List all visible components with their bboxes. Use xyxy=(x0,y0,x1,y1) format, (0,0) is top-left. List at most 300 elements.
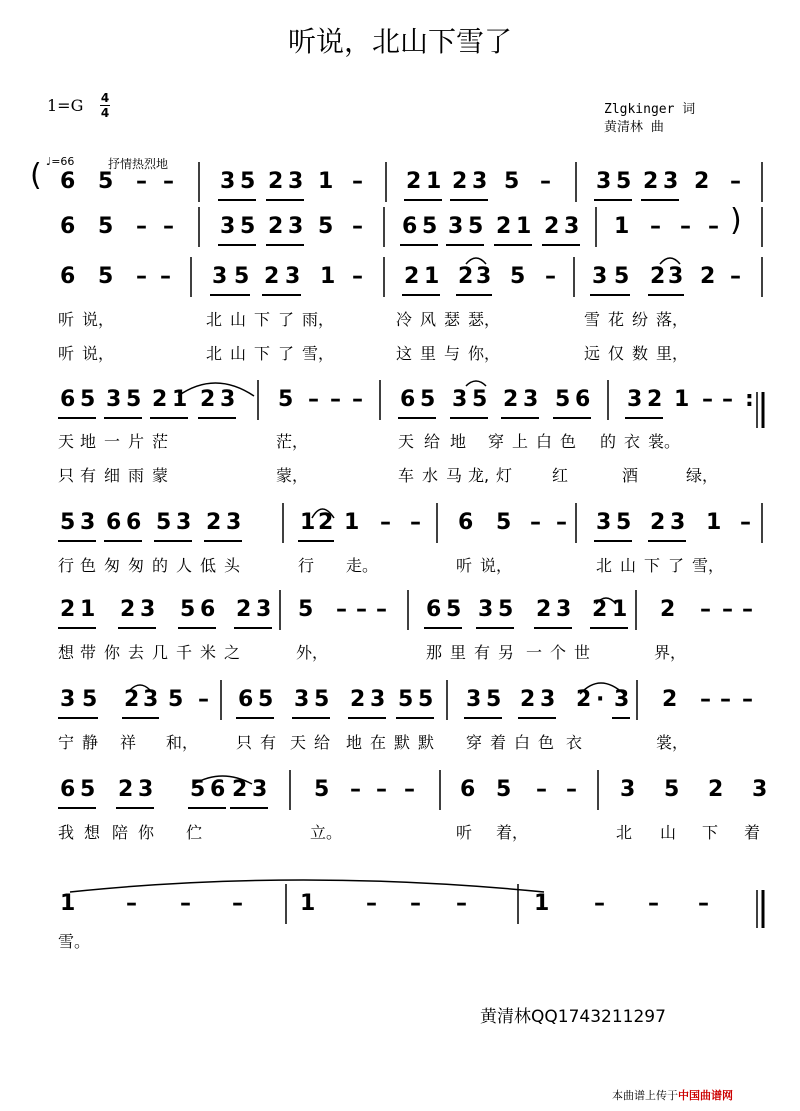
note-token: 5 xyxy=(80,387,96,412)
lyric-syllable: 走。 xyxy=(346,556,379,575)
lyric-syllable: 下 xyxy=(644,556,661,575)
note-token: 3 xyxy=(252,777,268,802)
note-token: 3 xyxy=(285,264,301,289)
lyric-syllable: 山 xyxy=(230,310,247,329)
note-token: 6 xyxy=(60,264,76,289)
lyric-syllable: 你， xyxy=(468,344,501,363)
note-token: 2 xyxy=(60,597,76,622)
note-token: 3 xyxy=(370,687,386,712)
song-title: 听说，北山下雪了 xyxy=(287,25,512,58)
note-token: 5 xyxy=(616,169,632,194)
note-token: 5 xyxy=(398,687,414,712)
lyric-syllable: 北 xyxy=(206,310,223,329)
note-token: – xyxy=(650,214,661,239)
lyric-syllable: 说， xyxy=(82,310,115,329)
lyric-syllable: 去 xyxy=(128,643,145,662)
lyric-syllable: 个 xyxy=(550,643,567,662)
note-token: 1 xyxy=(344,510,360,535)
note-token: 6 xyxy=(400,387,416,412)
note-token: – xyxy=(536,777,547,802)
note-token: 2 xyxy=(406,169,422,194)
key-signature: 1=G xyxy=(47,96,84,115)
slurs xyxy=(70,258,680,892)
lyric-syllable: 穿 xyxy=(466,733,483,752)
lyric-syllable: 着， xyxy=(496,823,529,842)
lyric-syllable: 色 xyxy=(560,432,577,451)
note-token: 1 xyxy=(60,891,76,916)
note-token: 6 xyxy=(126,510,142,535)
note-token: 5 xyxy=(446,597,462,622)
lyric-syllable: 茫 xyxy=(152,432,169,451)
note-token: 5 xyxy=(468,214,484,239)
note-token: – xyxy=(456,891,467,916)
note-token: 3 xyxy=(138,777,154,802)
lyric-syllable: 祥 xyxy=(120,733,137,752)
note-token: – xyxy=(730,264,741,289)
note-token: 2 xyxy=(650,510,666,535)
note-token: – xyxy=(410,510,421,535)
lyricist-credit: Zlgkinger 词 xyxy=(604,102,696,117)
time-signature-denominator: 4 xyxy=(100,106,110,120)
note-token: 5 xyxy=(298,597,314,622)
lyric-syllable: 我 xyxy=(58,823,75,842)
note-token: – xyxy=(356,597,367,622)
note-token: 5 xyxy=(234,264,250,289)
note-token: – xyxy=(352,264,363,289)
lyric-syllable: 马 xyxy=(446,466,463,485)
lyric-syllable: 几 xyxy=(152,643,169,662)
lyric-syllable: 酒 xyxy=(622,466,639,485)
note-token: 1 xyxy=(674,387,690,412)
lyric-syllable: 天 xyxy=(290,733,307,752)
lyric-syllable: 雪 xyxy=(584,310,601,329)
note-token: 6 xyxy=(460,777,476,802)
note-token: – xyxy=(410,891,421,916)
lyric-syllable: 宁 xyxy=(58,733,75,752)
lyric-syllable: 想 xyxy=(84,823,101,842)
lyric-syllable: 色 xyxy=(80,556,97,575)
note-token: ( xyxy=(30,158,42,193)
lyric-syllable: 雪。 xyxy=(58,932,91,951)
note-token: – xyxy=(722,387,733,412)
note-token: 3 xyxy=(523,387,539,412)
note-token: – xyxy=(126,891,137,916)
lyric-syllable: 绿， xyxy=(686,466,719,485)
lyric-syllable: 瑟 xyxy=(444,310,461,329)
note-token: 5 xyxy=(258,687,274,712)
note-token: 2 xyxy=(232,777,248,802)
note-token: 2 xyxy=(452,169,468,194)
note-token: 6 xyxy=(60,169,76,194)
note-token: 5 xyxy=(418,687,434,712)
note-token: 5 xyxy=(664,777,680,802)
note-token: 3 xyxy=(288,169,304,194)
note-token: – xyxy=(380,510,391,535)
note-token: 2 xyxy=(206,510,222,535)
lyric-syllable: 世 xyxy=(574,643,591,662)
lyric-syllable: 听 xyxy=(456,556,473,575)
note-token: 2 xyxy=(268,214,284,239)
note-token: 5 xyxy=(314,777,330,802)
note-token: – xyxy=(336,597,347,622)
lyric-syllable: 山 xyxy=(230,344,247,363)
lyric-syllable: 有 xyxy=(260,733,277,752)
note-token: 5 xyxy=(616,510,632,535)
lyric-syllable: 风 xyxy=(420,310,437,329)
lyric-syllable: 下 xyxy=(254,310,271,329)
note-token: – xyxy=(648,891,659,916)
lyric-syllable: 下 xyxy=(702,823,719,842)
note-token: 3 xyxy=(663,169,679,194)
note-token: – xyxy=(136,214,147,239)
lyric-syllable: 匆 xyxy=(104,556,121,575)
note-token: 2 xyxy=(503,387,519,412)
lyric-syllable: 的 xyxy=(152,556,169,575)
note-token: 3 xyxy=(452,387,468,412)
note-token: – xyxy=(180,891,191,916)
note-token: 3 xyxy=(596,169,612,194)
note-token: 5 xyxy=(314,687,330,712)
note-token: 2 xyxy=(350,687,366,712)
note-token: 6 xyxy=(60,214,76,239)
lyric-syllable: 蒙， xyxy=(276,466,309,485)
note-token: – xyxy=(198,687,209,712)
underlines xyxy=(58,200,689,808)
note-token: 5 xyxy=(190,777,206,802)
note-token: 1 xyxy=(318,169,334,194)
note-token: 1 xyxy=(612,597,628,622)
note-token: 5 xyxy=(422,214,438,239)
note-token: – xyxy=(722,597,733,622)
lyric-syllable: 山 xyxy=(660,823,677,842)
lyric-syllable: 数 xyxy=(632,344,649,363)
note-token: 2 xyxy=(268,169,284,194)
lyric-syllable: 里 xyxy=(450,643,467,662)
note-token: 3 xyxy=(220,169,236,194)
note-token: 5 xyxy=(496,510,512,535)
lyric-syllable: 一 xyxy=(526,643,543,662)
note-token: 2 xyxy=(200,387,216,412)
footer-credit xyxy=(612,1087,733,1103)
note-token: 6 xyxy=(402,214,418,239)
composer-credit: 黄清林 曲 xyxy=(604,120,664,135)
lyric-syllable: 片 xyxy=(128,432,145,451)
lyric-syllable: 裳。 xyxy=(648,432,681,451)
note-token: – xyxy=(700,597,711,622)
note-token: 2 xyxy=(318,510,334,535)
note-token: 3 xyxy=(592,264,608,289)
lyric-syllable: 陪 xyxy=(112,823,129,842)
note-token: – xyxy=(680,214,691,239)
lyric-syllable: 山 xyxy=(620,556,637,575)
lyric-syllable: 了 xyxy=(668,556,685,575)
note-token: 2 xyxy=(236,597,252,622)
note-token: 5 xyxy=(180,597,196,622)
lyric-syllable: 白 xyxy=(514,733,531,752)
lyric-syllable: 你 xyxy=(138,823,155,842)
note-token: – xyxy=(163,169,174,194)
lyric-syllable: 里， xyxy=(656,344,689,363)
lyric-syllable: 那 xyxy=(426,643,443,662)
note-token: – xyxy=(700,687,711,712)
note-token: 5 xyxy=(614,264,630,289)
note-token: 5 xyxy=(80,777,96,802)
note-token: 5 xyxy=(240,169,256,194)
lyric-syllable: 了 xyxy=(278,344,295,363)
note-token: 3 xyxy=(752,777,768,802)
note-token: – xyxy=(545,264,556,289)
note-token: 2 xyxy=(650,264,666,289)
footer-prefix: 本曲谱上传于 xyxy=(612,1089,678,1102)
lyric-syllable: 听 xyxy=(58,344,75,363)
note-token: 6 xyxy=(210,777,226,802)
note-token: ) xyxy=(730,203,742,238)
lyric-syllable: 说， xyxy=(82,344,115,363)
note-token: 3 xyxy=(143,687,159,712)
lyric-syllable: 衣 xyxy=(566,733,583,752)
note-token: – xyxy=(376,777,387,802)
lyric-syllable: 低 xyxy=(200,556,217,575)
note-token: 2 xyxy=(536,597,552,622)
note-token: 2 xyxy=(496,214,512,239)
note-token: 3 xyxy=(212,264,228,289)
note-token: 5 xyxy=(156,510,172,535)
lyric-syllable: 裳， xyxy=(656,733,689,752)
lyric-syllable: 纷 xyxy=(632,310,649,329)
note-token: – xyxy=(352,169,363,194)
note-token: – xyxy=(404,777,415,802)
note-token: 5 xyxy=(82,687,98,712)
lyric-syllable: 外， xyxy=(296,643,329,662)
note-token: 3 xyxy=(564,214,580,239)
lyric-syllable: 另 xyxy=(498,643,515,662)
note-token: – xyxy=(308,387,319,412)
lyric-syllable: 米 xyxy=(200,643,217,662)
note-token: 1 xyxy=(80,597,96,622)
note-token: 5 xyxy=(472,387,488,412)
note-token: 2 xyxy=(708,777,724,802)
lyric-syllable: 天 xyxy=(398,432,415,451)
lyric-syllable: 默 xyxy=(418,733,435,752)
note-token: 1 xyxy=(516,214,532,239)
lyric-syllable: 伫 xyxy=(186,823,203,842)
note-token: 1 xyxy=(426,169,442,194)
lyric-syllable: 里 xyxy=(420,344,437,363)
note-token: 3 xyxy=(556,597,572,622)
lyric-syllable: 地 xyxy=(80,432,97,451)
note-token: – xyxy=(232,891,243,916)
lyric-syllable: 行 xyxy=(58,556,75,575)
note-token: 1 xyxy=(614,214,630,239)
note-token: 2 xyxy=(404,264,420,289)
note-token: 3 xyxy=(60,687,76,712)
lyric-syllable: 衣 xyxy=(624,432,641,451)
note-token: 6 xyxy=(426,597,442,622)
lyric-syllable: 匆 xyxy=(128,556,145,575)
note-token: 3 xyxy=(106,387,122,412)
note-token: – xyxy=(376,597,387,622)
note-token: 3 xyxy=(220,214,236,239)
note-token: 6 xyxy=(458,510,474,535)
note-token: – xyxy=(556,510,567,535)
lyric-syllable: 在 xyxy=(370,733,387,752)
lyric-syllable: 车 xyxy=(398,466,415,485)
arranger-signature: 黄清林QQ1743211297 xyxy=(480,1007,666,1027)
lyric-syllable: 行 xyxy=(298,556,315,575)
note-token: 1 xyxy=(300,891,316,916)
lyric-syllable: 千 xyxy=(176,643,193,662)
note-token: 3 xyxy=(614,687,630,712)
lyric-syllable: 听 xyxy=(456,823,473,842)
lyric-syllable: 穿 xyxy=(488,432,505,451)
expression-marking: 抒情热烈地 xyxy=(108,157,169,171)
note-token: – xyxy=(740,510,751,535)
lyric-syllable: 地 xyxy=(450,432,467,451)
note-token: 2 xyxy=(694,169,710,194)
lyric-syllable: 着 xyxy=(490,733,507,752)
lyric-syllable: 说， xyxy=(480,556,513,575)
lyric-syllable: 界， xyxy=(654,643,687,662)
lyric-syllable: 立。 xyxy=(310,823,343,842)
note-token: – xyxy=(160,264,171,289)
lyric-syllable: 雪， xyxy=(692,556,725,575)
note-token: 2 xyxy=(647,387,663,412)
note-token: 6 xyxy=(200,597,216,622)
note-token: – xyxy=(698,891,709,916)
note-token: – xyxy=(330,387,341,412)
lyric-syllable: 雪， xyxy=(302,344,335,363)
note-token: 5 xyxy=(126,387,142,412)
note-token: 5 xyxy=(555,387,571,412)
note-token: 1 xyxy=(320,264,336,289)
note-token: 1 xyxy=(172,387,188,412)
lyric-syllable: 远 xyxy=(584,344,601,363)
note-token: 3 xyxy=(596,510,612,535)
lyric-syllable: 灯 xyxy=(496,466,513,485)
lyric-syllable: 落， xyxy=(656,310,689,329)
lyric-syllable: 上 xyxy=(512,432,529,451)
lyric-syllable: 有 xyxy=(80,466,97,485)
lyric-syllable: 花 xyxy=(608,310,625,329)
double-barlines xyxy=(757,392,763,928)
lyric-syllable: 听 xyxy=(58,310,75,329)
lyric-syllable: 想 xyxy=(58,643,75,662)
note-token: – xyxy=(708,214,719,239)
lyric-syllable: 细 xyxy=(104,466,121,485)
note-token: 3 xyxy=(80,510,96,535)
note-token: 2 xyxy=(458,264,474,289)
lyric-syllable: 的 xyxy=(600,432,617,451)
lyric-syllable: 默 xyxy=(394,733,411,752)
tempo-marking: ♩=66 xyxy=(46,155,75,168)
note-token: 2 xyxy=(152,387,168,412)
note-token: 6 xyxy=(60,387,76,412)
note-token: 6 xyxy=(60,777,76,802)
time-signature-numerator: 4 xyxy=(100,91,110,105)
lyric-syllable: 北 xyxy=(206,344,223,363)
note-token: 5 xyxy=(278,387,294,412)
note-token: 5 xyxy=(420,387,436,412)
note-token: 5 xyxy=(486,687,502,712)
note-token: 5 xyxy=(98,169,114,194)
note-token: 5 xyxy=(240,214,256,239)
lyric-syllable: 着 xyxy=(744,823,761,842)
note-token: 3 xyxy=(620,777,636,802)
note-token: – xyxy=(730,169,741,194)
lyric-syllable: 下 xyxy=(254,344,271,363)
note-token: 5 xyxy=(496,777,512,802)
note-token: 2 xyxy=(120,597,136,622)
note-token: 5 xyxy=(498,597,514,622)
note-token: 3 xyxy=(627,387,643,412)
note-token: 3 xyxy=(448,214,464,239)
lyric-syllable: 雨， xyxy=(302,310,335,329)
note-token: 2 xyxy=(124,687,140,712)
note-token: – xyxy=(540,169,551,194)
note-token: 3 xyxy=(670,510,686,535)
lyric-syllable: 了 xyxy=(278,310,295,329)
note-token: 2 xyxy=(544,214,560,239)
lyric-syllable: 瑟， xyxy=(468,310,501,329)
note-token: 3 xyxy=(466,687,482,712)
note-token: 5 xyxy=(60,510,76,535)
note-token: 3 xyxy=(476,264,492,289)
lyric-syllable: 给 xyxy=(314,733,331,752)
lyric-syllable: 有 xyxy=(474,643,491,662)
note-token: 3 xyxy=(288,214,304,239)
lyric-syllable: 雨 xyxy=(128,466,145,485)
note-token: – xyxy=(566,777,577,802)
note-token: 5 xyxy=(168,687,184,712)
lyric-syllable: 龙, xyxy=(468,466,490,485)
note-token: – xyxy=(350,777,361,802)
note-token: 3 xyxy=(294,687,310,712)
note-token: 6 xyxy=(106,510,122,535)
lyric-syllable: 地 xyxy=(346,733,363,752)
note-token: 3 xyxy=(540,687,556,712)
lyric-syllable: 冷 xyxy=(396,310,413,329)
footer-site[interactable]: 中国曲谱网 xyxy=(678,1089,733,1102)
note-token: 2 xyxy=(264,264,280,289)
note-token: 3 xyxy=(256,597,272,622)
note-token: – xyxy=(742,687,753,712)
note-token: : xyxy=(745,387,754,412)
lyric-syllable: 和， xyxy=(166,733,199,752)
barlines xyxy=(191,162,762,924)
note-token: · xyxy=(596,687,605,712)
note-token: 5 xyxy=(510,264,526,289)
note-token: 6 xyxy=(575,387,591,412)
note-token: – xyxy=(702,387,713,412)
lyric-syllable: 与 xyxy=(444,344,461,363)
lyric-syllable: 天 xyxy=(58,432,75,451)
note-token: 6 xyxy=(238,687,254,712)
note-token: 2 xyxy=(592,597,608,622)
lyric-syllable: 色 xyxy=(538,733,555,752)
note-token: 3 xyxy=(472,169,488,194)
note-token: – xyxy=(720,687,731,712)
note-token: 3 xyxy=(176,510,192,535)
note-token: 2 xyxy=(118,777,134,802)
lyric-syllable: 头 xyxy=(224,556,241,575)
note-token: 2 xyxy=(520,687,536,712)
lyric-syllable: 带 xyxy=(80,643,97,662)
note-token: – xyxy=(352,387,363,412)
lyric-syllable: 之 xyxy=(224,643,241,662)
lyric-syllable: 茫， xyxy=(276,432,309,451)
lyric-syllable: 北 xyxy=(596,556,613,575)
note-token: 2 xyxy=(700,264,716,289)
